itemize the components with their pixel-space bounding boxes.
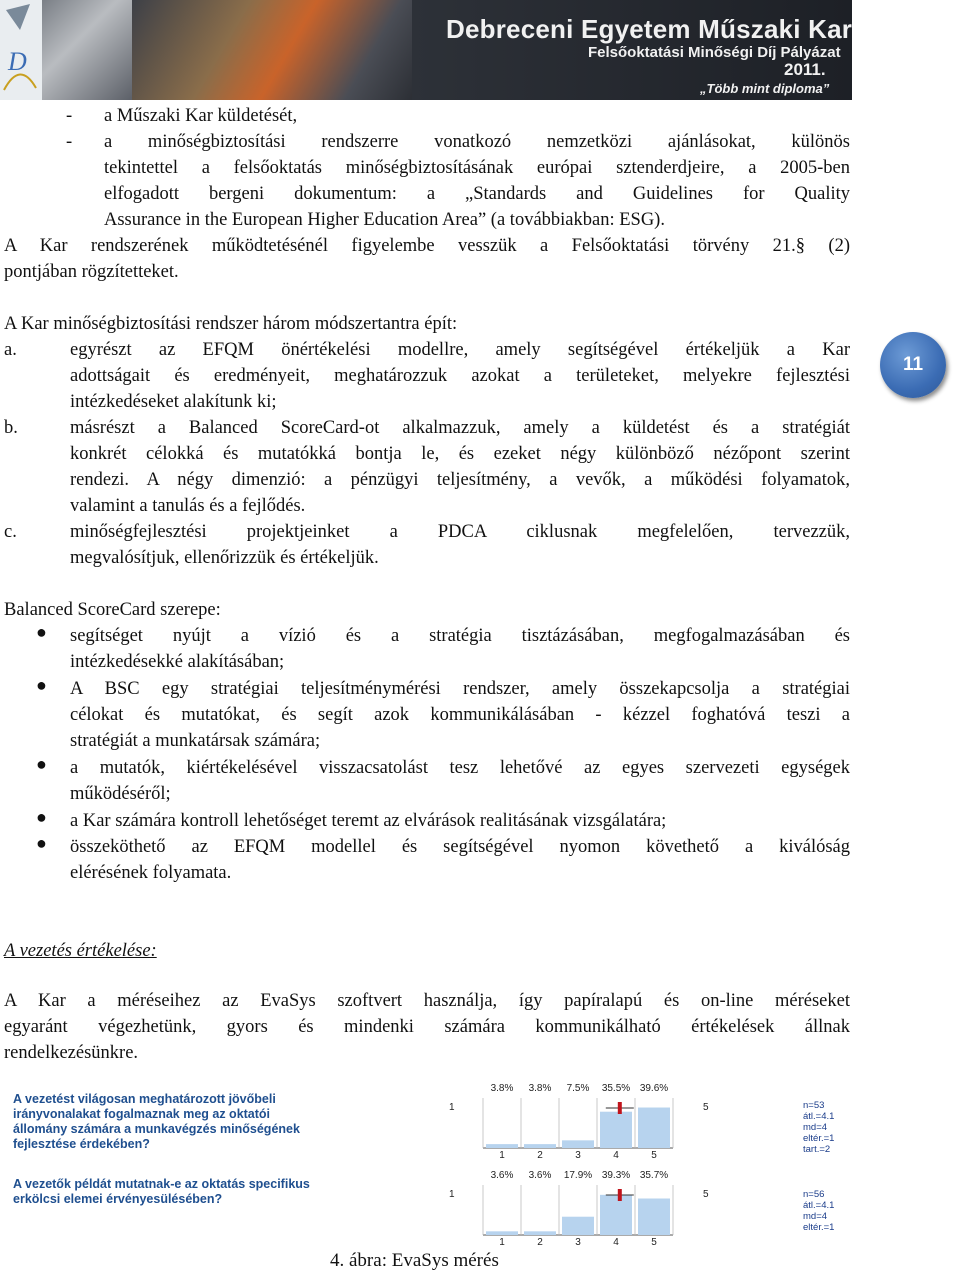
bsc-line: a mutatók, kiértékelésével visszacsatolást tesz lehetővé az egyes szervezeti egységek (70, 758, 850, 778)
category-tick-label: 5 (651, 1150, 657, 1161)
list-item: a minőségbiztosítási rendszerre vonatkozó nemzetközi ajánlásokat, különös (104, 132, 850, 152)
list-item-cont: Assurance in the European Higher Education Area” (a továbbiakban: ESG). (104, 210, 665, 230)
bsc-line: intézkedésekké alakításában; (70, 652, 285, 672)
bsc-line: összeköthető az EFQM modellel és segítségével nyomon követhető a kiválóság (70, 837, 850, 857)
mean-marker (618, 1189, 622, 1201)
bsc-line: a Kar számára kontroll lehetőséget teremt az elvárások realitásának vizsgálatára; (70, 811, 667, 831)
category-tick-label: 4 (613, 1237, 619, 1248)
chart-question-line: irányvonalakat fogalmaznak meg az oktatói (13, 1107, 271, 1121)
university-logo (0, 0, 42, 100)
method-line: valamint a tanulás és a fejlődés. (70, 496, 306, 516)
method-marker: c. (4, 522, 17, 542)
leadership-heading: A vezetés értékelése: (4, 941, 157, 961)
percent-label: 35.7% (639, 1170, 669, 1181)
list-item-cont: elfogadott bergeni dokumentum: a „Standards and Guidelines for Quality (104, 184, 850, 204)
dash-marker: - (66, 106, 73, 126)
header-banner (0, 0, 852, 100)
method-line: minőségfejlesztési projektjeinket a PDCA ciklusnak megfelelően, tervezzük, (70, 522, 850, 542)
chart-bar (486, 1231, 518, 1235)
chart-bar (524, 1144, 556, 1148)
category-tick-label: 2 (537, 1237, 543, 1248)
method-line: intézkedéseket alakítunk ki; (70, 392, 277, 412)
bsc-heading: Balanced ScoreCard szerepe: (4, 600, 221, 620)
evasys-line: egyaránt végezhetünk, gyors és mindenki számára kommunikálható értékelések állnak (4, 1017, 850, 1037)
paragraph-line: pontjában rögzítetteket. (4, 262, 179, 282)
chart-bar (600, 1112, 632, 1148)
method-line: rendezi. A négy dimenzió: a pénzügyi teljesítmény, a vevők, a működési folyamatok, (70, 470, 850, 490)
chart-stat-line: n=53 (803, 1100, 825, 1111)
list-item: a Műszaki Kar küldetését, (104, 106, 298, 126)
paragraph-line: A Kar rendszerének működtetésénél figyelembe vesszük a Felsőoktatási törvény 21.§ (2) (4, 236, 850, 256)
chart-stats (803, 1189, 834, 1233)
category-tick-label: 4 (613, 1150, 619, 1161)
evasys-chart-1 (3, 1080, 855, 1164)
chart-stat-line: eltér.=1 (803, 1222, 835, 1233)
category-tick-label: 1 (499, 1150, 505, 1161)
percent-label: 17.9% (563, 1170, 593, 1181)
evasys-line: rendelkezésünkre. (4, 1043, 139, 1063)
list-item-cont: tekintettel a felsőoktatás minőségbiztosításának európai sztenderdjeire, a 2005-ben (104, 158, 850, 178)
bsc-line: A BSC egy stratégiai teljesítménymérési rendszer, amely összekapcsolja a stratégiai (70, 679, 850, 699)
chart-stat-line: átl.=4.1 (803, 1200, 835, 1211)
scale-right-label: 5 (703, 1189, 709, 1200)
bullet-icon: ● (36, 807, 47, 827)
chart-stat-line: md=4 (803, 1211, 828, 1222)
header-program: Felsőoktatási Minőségi Díj Pályázat (588, 44, 841, 61)
page-number-badge: 11 (880, 332, 946, 398)
evasys-figure (3, 1080, 855, 1248)
bsc-line: stratégiát a munkatársak számára; (70, 731, 321, 751)
percent-label: 35.5% (601, 1083, 631, 1094)
svg-text:D: D (8, 47, 27, 76)
scale-left-label: 1 (449, 1102, 455, 1113)
percent-label: 3.6% (490, 1170, 514, 1181)
method-marker: a. (4, 340, 17, 360)
method-marker: b. (4, 418, 18, 438)
scale-right-label: 5 (703, 1102, 709, 1113)
percent-label: 3.8% (528, 1083, 552, 1094)
method-line: egyrészt az EFQM önértékelési modellre, amely segítségével értékeljük a Kar (70, 340, 850, 360)
chart-question-line: erkölcsi elemei érvényesülésében? (13, 1192, 223, 1206)
chart-bar (638, 1199, 670, 1235)
chart-question-line: A vezetők példát mutatnak-e az oktatás specifikus (13, 1177, 310, 1191)
category-tick-label: 2 (537, 1150, 543, 1161)
category-tick-label: 5 (651, 1237, 657, 1248)
chart-bar (524, 1231, 556, 1235)
bullet-icon: ● (36, 675, 47, 695)
chart-question-line: A vezetést világosan meghatározott jövőbeli (13, 1092, 276, 1106)
chart-stat-line: átl.=4.1 (803, 1111, 835, 1122)
chart-question-line: fejlesztése érdekében? (13, 1137, 150, 1151)
chart-stat-line: tart.=2 (803, 1144, 831, 1155)
chart-bar (562, 1217, 594, 1235)
chart-bar (562, 1140, 594, 1148)
header-photo-building (42, 0, 132, 100)
evasys-line: A Kar a méréseihez az EvaSys szoftvert használja, így papíralapú és on-line méréseket (4, 991, 850, 1011)
figure-caption: 4. ábra: EvaSys mérés (330, 1250, 499, 1271)
percent-label: 39.6% (639, 1083, 669, 1094)
methods-intro: A Kar minőségbiztosítási rendszer három módszertantra épít: (4, 314, 458, 334)
method-line: megvalósítjuk, ellenőrizzük és értékeljük. (70, 548, 379, 568)
method-line: adottságait és eredményeit, meghatározzuk azokat a területeket, melyekre fejlesztési (70, 366, 850, 386)
chart-stat-line: md=4 (803, 1122, 828, 1133)
chart-bar (638, 1108, 670, 1148)
scale-left-label: 1 (449, 1189, 455, 1200)
category-tick-label: 3 (575, 1237, 581, 1248)
chart-bar (486, 1144, 518, 1148)
chart-stats (803, 1100, 834, 1155)
bullet-icon: ● (36, 833, 47, 853)
chart-stat-line: eltér.=1 (803, 1133, 835, 1144)
category-tick-label: 3 (575, 1150, 581, 1161)
bullet-icon: ● (36, 754, 47, 774)
dash-marker: - (66, 132, 73, 152)
mean-marker (618, 1102, 622, 1114)
evasys-chart-2 (3, 1167, 855, 1251)
bsc-line: célokat és mutatókat, és segít azok kommunikálásában - kézzel foghatóvá teszi a (70, 705, 850, 725)
chart-bar (600, 1195, 632, 1235)
bsc-line: működéséről; (70, 784, 171, 804)
percent-label: 3.8% (490, 1083, 514, 1094)
header-year: 2011. (784, 60, 826, 79)
method-line: másrészt a Balanced ScoreCard-ot alkalmazzuk, amely a küldetést és a stratégiát (70, 418, 850, 438)
chart-question-line: állomány számára a munkavégzés minőségének (13, 1122, 300, 1136)
bsc-line: segítséget nyújt a vízió és a stratégia tisztázásában, megfogalmazásában és (70, 626, 850, 646)
chart-stat-line: n=56 (803, 1189, 825, 1200)
category-tick-label: 1 (499, 1237, 505, 1248)
percent-label: 3.6% (528, 1170, 552, 1181)
percent-label: 39.3% (601, 1170, 631, 1181)
bsc-line: elérésének folyamata. (70, 863, 232, 883)
header-slogan: „Több mint diploma” (700, 81, 830, 96)
bullet-icon: ● (36, 622, 47, 642)
chart-question (13, 1177, 310, 1207)
header-institution: Debreceni Egyetem Műszaki Kar (446, 14, 852, 44)
method-line: konkrét célokká és mutatókká bontja le, és ezeket négy különböző nézőpont szerint (70, 444, 850, 464)
chart-question (13, 1092, 300, 1152)
header-photo-vehicle (132, 0, 412, 100)
percent-label: 7.5% (566, 1083, 590, 1094)
